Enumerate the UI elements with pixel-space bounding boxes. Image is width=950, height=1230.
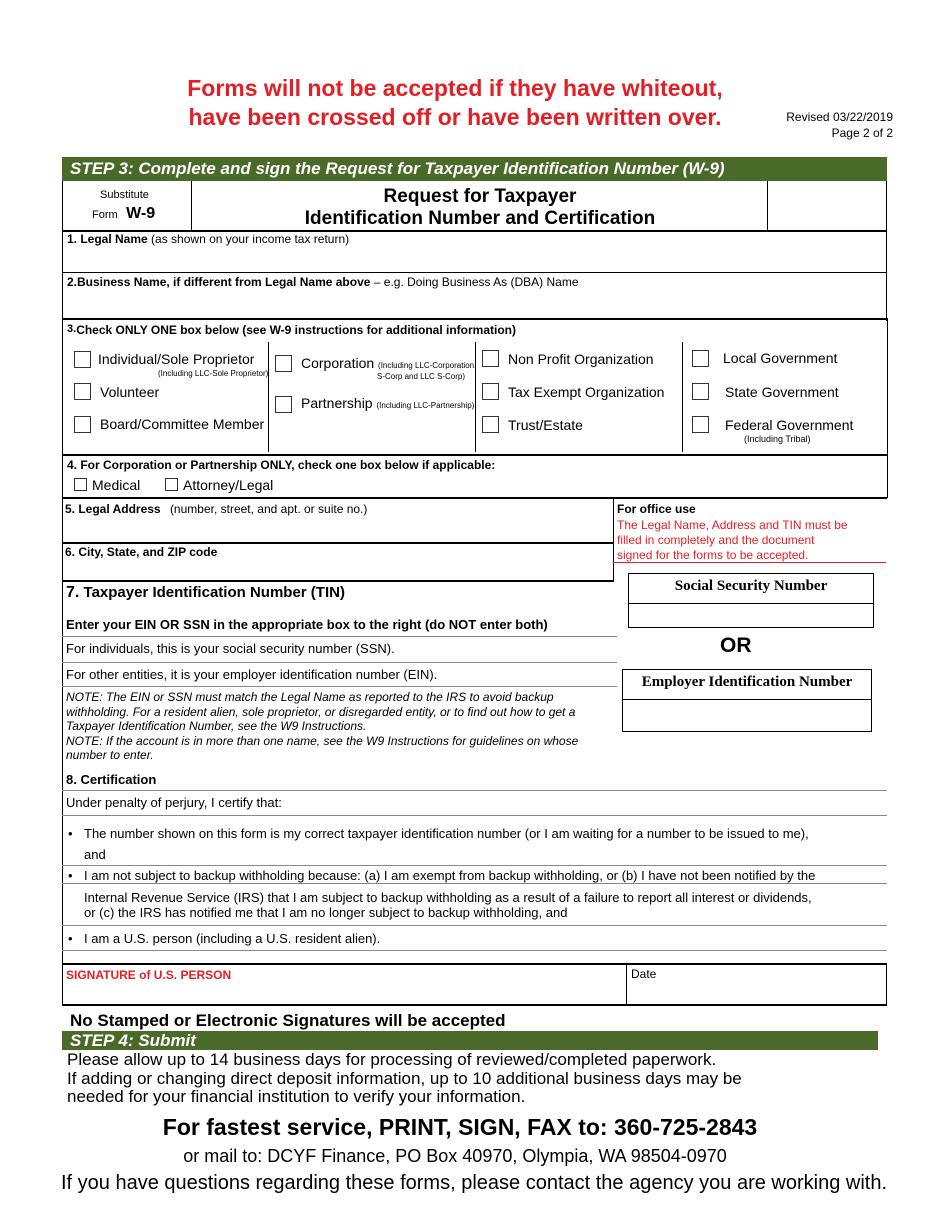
tin-title: 7. Taxpayer Identification Number (TIN) [66, 584, 345, 601]
legal-address-field[interactable] [64, 518, 610, 540]
substitute-label: Substitute [100, 189, 149, 201]
board-checkbox[interactable] [74, 416, 91, 433]
legal-name-field[interactable] [64, 248, 884, 270]
tin-instructions: Enter your EIN OR SSN in the appropriate box to the right (do NOT enter both) [66, 617, 548, 632]
medical-label: Medical [92, 477, 141, 493]
page-number: Page 2 of 2 [831, 126, 893, 140]
warning-line-2: have been crossed off or have been written over. [188, 104, 722, 130]
board-label: Board/Committee Member [100, 416, 265, 432]
form-number: W-9 [126, 205, 156, 222]
ssn-label: Social Security Number [674, 578, 828, 594]
tin-notes: NOTE: The EIN or SSN must match the Legal Name as reported to the IRS to avoid backup withholding. For a resident alien, sole proprietor, or disregarded entity, or to find out how to get a Taxpayer Identification Number, see the W9 Instructions. NOTE: If the account is in more than one name, see the W9 Instructions for guidelines on whose number to enter. [66, 690, 579, 762]
step3-header: STEP 3: Complete and sign the Request for Taxpayer Identification Number (W-9) [62, 157, 887, 181]
revised-date: Revised 03/22/2019 [786, 110, 893, 124]
signature-field[interactable] [64, 984, 624, 1003]
tin-entities: For other entities, it is your employer identification number (EIN). [66, 667, 438, 682]
fax-instructions: For fastest service, PRINT, SIGN, FAX to: 360-725-2843 [162, 1114, 758, 1140]
partnership-label: Partnership (Including LLC-Partnership) [301, 395, 475, 411]
trust-checkbox[interactable] [482, 416, 499, 433]
tax-exempt-label: Tax Exempt Organization [508, 384, 665, 400]
signature-label: SIGNATURE of U.S. PERSON [66, 968, 232, 982]
city-label: 6. City, State, and ZIP code [65, 545, 218, 559]
form-word: Form [92, 209, 118, 221]
local-gov-checkbox[interactable] [692, 350, 709, 367]
corporation-checkbox[interactable] [275, 355, 292, 372]
date-label: Date [631, 967, 657, 981]
local-gov-label: Local Government [723, 350, 838, 366]
legal-address-label: 5. Legal Address (number, street, and apt. or suite no.) [65, 502, 368, 516]
revision-info [786, 109, 893, 141]
certification-title: 8. Certification [66, 772, 157, 787]
volunteer-checkbox[interactable] [74, 383, 91, 400]
no-stamp-notice: No Stamped or Electronic Signatures will be accepted [70, 1011, 506, 1030]
nonprofit-label: Non Profit Organization [508, 351, 654, 367]
date-field[interactable] [628, 984, 884, 1003]
medical-checkbox[interactable] [74, 478, 87, 491]
volunteer-label: Volunteer [100, 384, 160, 400]
certification-bullet-1: • The number shown on this form is my correct taxpayer identification number (or I am waiting for a number to be issued to me), and [84, 823, 809, 865]
state-gov-checkbox[interactable] [692, 383, 709, 400]
federal-gov-note: (Including Tribal) [744, 434, 811, 444]
or-separator: OR [720, 634, 752, 657]
corporation-label: Corporation (Including LLC-Corporation, [301, 355, 477, 371]
certification-intro: Under penalty of perjury, I certify that: [66, 795, 282, 810]
partnership-checkbox[interactable] [275, 396, 292, 413]
corporation-note: S-Corp and LLC S-Corp) [377, 372, 466, 381]
office-use-label: For office use [617, 502, 696, 516]
ein-label: Employer Identification Number [641, 674, 853, 690]
tax-exempt-checkbox[interactable] [482, 383, 499, 400]
form-title [193, 186, 767, 230]
form-id [92, 205, 155, 223]
tin-individuals: For individuals, this is your social security number (SSN). [66, 641, 395, 656]
office-use-note: The Legal Name, Address and TIN must be filled in completely and the document signed for the forms to be accepted. [617, 518, 848, 562]
check-one-label: 3.Check ONLY ONE box below (see W-9 instructions for additional information) [67, 323, 516, 337]
certification-bullet-3: • I am a U.S. person (including a U.S. resident alien). [84, 931, 380, 946]
nonprofit-checkbox[interactable] [482, 350, 499, 367]
form-title-line-1: Request for Taxpayer [383, 186, 577, 207]
state-gov-label: State Government [725, 384, 839, 400]
step4-header: STEP 4: Submit [62, 1031, 878, 1050]
federal-gov-checkbox[interactable] [692, 416, 709, 433]
certification-bullet-2: • I am not subject to backup withholding because: (a) I am exempt from backup withholding, or (b) I have not been notified by the Internal Revenue Service (IRS) that I am subject to backup withholding as a result of a failure to report all interest or dividends, or (c) the IRS has notified me that I am no longer subject to backup withholding, and [84, 868, 887, 920]
ein-box [622, 669, 872, 732]
federal-gov-label: Federal Government [725, 417, 854, 433]
individual-label: Individual/Sole Proprietor [98, 351, 255, 367]
ssn-field[interactable] [631, 605, 871, 625]
ein-field[interactable] [625, 701, 869, 729]
warning-line-1: Forms will not be accepted if they have whiteout, [187, 75, 723, 101]
legal-name-label: 1. Legal Name (as shown on your income tax return) [67, 232, 350, 246]
attorney-label: Attorney/Legal [183, 477, 274, 493]
questions-notice: If you have questions regarding these forms, please contact the agency you are working with. [60, 1172, 888, 1194]
attorney-checkbox[interactable] [165, 478, 178, 491]
individual-checkbox[interactable] [74, 351, 91, 368]
business-name-label: 2.Business Name, if different from Legal Name above – e.g. Doing Business As (DBA) Name [67, 275, 579, 289]
business-name-field[interactable] [64, 291, 884, 315]
warning-text [100, 74, 810, 132]
section4-label: 4. For Corporation or Partnership ONLY, check one box below if applicable: [67, 458, 496, 472]
ssn-box [628, 573, 874, 628]
mail-instructions: or mail to: DCYF Finance, PO Box 40970, Olympia, WA 98504-0970 [183, 1146, 727, 1166]
trust-label: Trust/Estate [508, 417, 583, 433]
processing-notice: Please allow up to 14 business days for processing of reviewed/completed paperwork. If adding or changing direct deposit information, up to 10 additional business days may be needed for your financial institution to verify your information. [67, 1050, 742, 1106]
city-field[interactable] [64, 561, 610, 579]
individual-note: (Including LLC-Sole Proprietor) [158, 369, 269, 378]
form-title-line-2: Identification Number and Certification [304, 208, 656, 229]
